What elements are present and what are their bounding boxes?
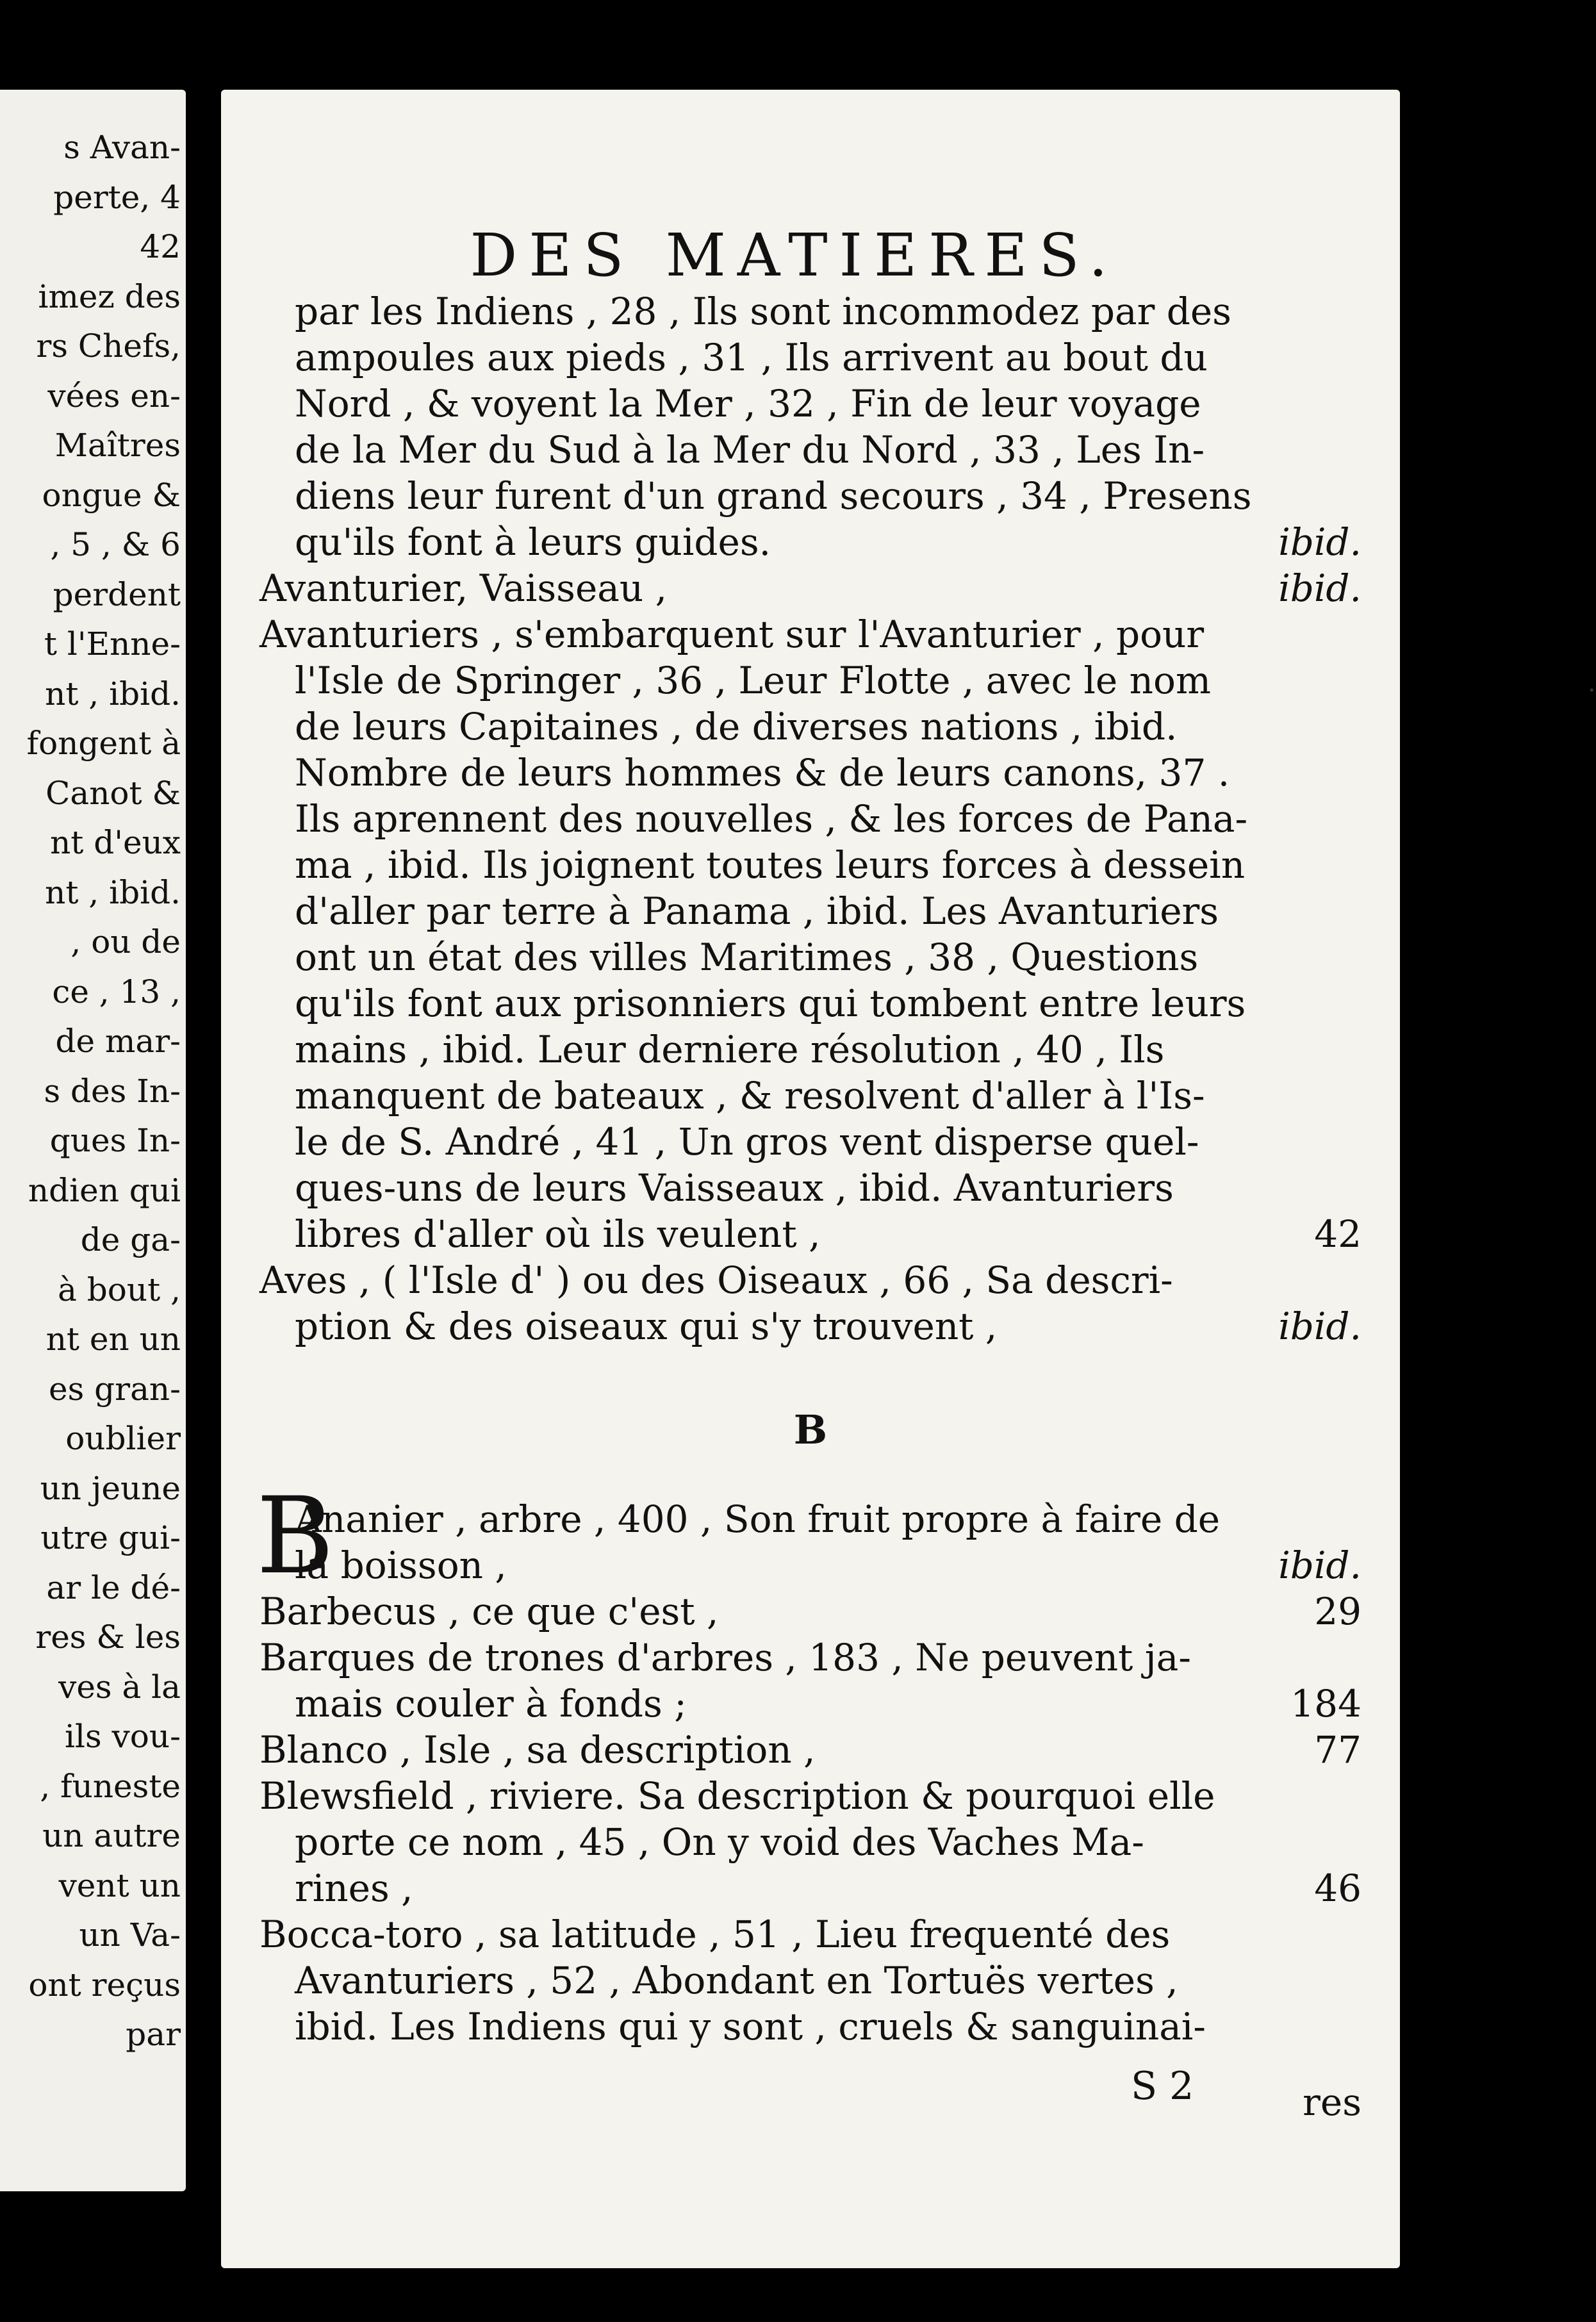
left-page-line: ques In- [49,1122,181,1159]
index-line-text: ont un état des villes Maritimes , 38 , Questions [295,935,1199,979]
left-page-line: par [126,2016,181,2053]
left-page-line: ves à la [58,1668,181,1706]
left-page-line: à bout , [58,1271,181,1308]
left-page-line: s Avan- [63,129,181,166]
index-line [221,1165,1400,1211]
index-line [221,1073,1400,1119]
index-line-text: libres d'aller où ils veulent , [295,1212,821,1256]
index-line-reference: 42 [1314,1212,1362,1256]
index-line [221,1819,1400,1865]
index-line [221,1588,1400,1634]
index-line [221,888,1400,934]
index-line-text: manquent de bateaux , & resolvent d'aller à l'Is- [295,1074,1205,1117]
left-page-line: perdent [53,575,181,613]
index-line-text: la boisson , [295,1544,507,1587]
index-line-text: Barbecus , ce que c'est , [259,1590,719,1633]
index-line-text: Ananier , arbre , 400 , Son fruit propre à faire de [295,1497,1221,1541]
left-page-line: rs Chefs, [36,327,181,365]
left-page-line: perte, 4 [53,178,181,216]
margin-mark: · [1588,676,1596,705]
index-line-text: ques-uns de leurs Vaisseaux , ibid. Avanturiers [295,1166,1174,1210]
index-line [221,473,1400,519]
index-line [221,1727,1400,1773]
index-line-text: diens leur furent d'un grand secours , 34 , Presens [295,474,1252,518]
index-line-text: de la Mer du Sud à la Mer du Nord , 33 , Les In- [295,428,1205,472]
index-line [221,1211,1400,1257]
index-line-text: Nord , & voyent la Mer , 32 , Fin de leur voyage [295,382,1201,425]
index-line [221,1773,1400,1819]
index-line-reference: 77 [1314,1728,1362,1772]
left-page-line: nt d'eux [50,824,181,861]
index-line [221,980,1400,1026]
left-page-line: oublier [65,1420,181,1457]
index-line-text: mais couler à fonds ; [295,1682,687,1725]
index-line [221,288,1400,334]
index-line [221,1957,1400,2004]
left-page-line: s des In- [44,1072,181,1110]
index-line-text: Barques de trones d'arbres , 183 , Ne peuvent ja- [259,1636,1191,1679]
left-page-line: imez des [38,277,181,315]
left-page-line: un jeune [40,1469,181,1507]
left-page-line: fongent à [26,725,181,762]
page-title: DES MATIERES. [470,221,1119,290]
index-line-text: Aves , ( l'Isle d' ) ou des Oiseaux , 66 , Sa descri- [259,1258,1173,1302]
left-page-line: ce , 13 , [52,973,181,1010]
index-line [221,704,1400,750]
index-line [221,934,1400,980]
index-line [221,1026,1400,1073]
section-letter: B [793,1406,828,1453]
index-line-reference: 29 [1314,1590,1362,1633]
index-line [221,1119,1400,1165]
index-line [221,657,1400,704]
left-page-line: de mar- [55,1023,181,1060]
left-page-line: de ga- [80,1221,181,1258]
left-page-line: ont reçus [28,1966,181,2004]
left-page-line: Maîtres [54,427,181,464]
index-line-text: ibid. Les Indiens qui y sont , cruels & sanguinai- [295,2005,1206,2048]
index-line-text: Ils aprennent des nouvelles , & les forces de Pana- [295,797,1248,841]
index-line-text: Avanturier, Vaisseau , [259,566,668,610]
index-line-text: d'aller par terre à Panama , ibid. Les Avanturiers [295,889,1219,933]
drop-cap: B [256,1474,334,1597]
index-line-text: Nombre de leurs hommes & de leurs canons, 37 . [295,751,1230,795]
index-line-text: ption & des oiseaux qui s'y trouvent , [295,1305,998,1348]
index-line [221,1542,1400,1588]
index-page [221,90,1596,2268]
left-page-line: ndien qui [28,1171,181,1209]
index-line [221,519,1400,565]
index-line-text: qu'ils font aux prisonniers qui tombent entre leurs [295,982,1246,1025]
index-line-text: Blanco , Isle , sa description , [259,1728,816,1772]
index-line-text: de leurs Capitaines , de diverses nations , ibid. [295,705,1178,748]
index-line-text: ampoules aux pieds , 31 , Ils arrivent au bout du [295,336,1208,379]
left-page-line: un Va- [79,1916,181,1954]
index-line-text: Avanturiers , s'embarquent sur l'Avanturier , pour [259,613,1205,656]
catchword: res [1303,2080,1362,2124]
index-line-text: l'Isle de Springer , 36 , Leur Flotte , avec le nom [295,659,1211,702]
index-line-text: qu'ils font à leurs guides. [295,520,771,564]
index-line [221,427,1400,473]
left-page-line: , funeste [40,1767,181,1805]
left-page-line: ar le dé- [46,1569,181,1606]
left-page-line: , 5 , & 6 [50,526,181,563]
index-line-reference: 46 [1314,1866,1362,1910]
index-line-text: Avanturiers , 52 , Abondant en Tortuës vertes , [295,1959,1178,2002]
index-line-reference: 184 [1290,1682,1362,1725]
left-page-line: es gran- [49,1370,181,1408]
left-page-line: ongue & [42,476,181,514]
index-line [221,1257,1400,1303]
index-line-text: par les Indiens , 28 , Ils sont incommodez par des [295,290,1231,333]
index-line [221,1911,1400,1957]
index-line [221,796,1400,842]
index-line-reference: ibid. [1278,1305,1362,1348]
index-line [221,842,1400,888]
left-page-line: un autre [42,1817,181,1854]
index-line [221,611,1400,657]
index-line-text: Bocca-toro , sa latitude , 51 , Lieu frequenté des [259,1913,1171,1956]
left-page-line: nt en un [45,1321,181,1358]
index-line [221,565,1400,611]
index-line-text: le de S. André , 41 , Un gros vent disperse quel- [295,1120,1199,1164]
left-page-line: vées en- [47,377,181,415]
left-page-line: , ou de [70,923,181,960]
index-line [221,1681,1400,1727]
index-line-reference: ibid. [1278,566,1362,610]
left-page-fragment [0,90,186,2191]
left-page-line: ils vou- [65,1718,181,1755]
signature-mark: S 2 [1131,2064,1194,2109]
left-page-line: utre gui- [40,1519,181,1556]
index-line [221,750,1400,796]
left-page-line: nt , ibid. [45,675,181,712]
left-page-line: t l'Enne- [44,625,181,663]
index-line-text: ma , ibid. Ils joignent toutes leurs forces à dessein [295,843,1246,887]
index-line [221,381,1400,427]
left-page-line: 42 [140,228,181,265]
index-line-reference: ibid. [1278,520,1362,564]
index-line [221,334,1400,381]
index-line-text: rines , [295,1866,413,1910]
index-line-text: mains , ibid. Leur derniere résolution , 40 , Ils [295,1028,1165,1071]
index-line [221,2004,1400,2050]
left-page-line: res & les [35,1618,181,1656]
index-line-text: porte ce nom , 45 , On y void des Vaches Ma- [295,1820,1144,1864]
index-line [221,1634,1400,1681]
index-line [221,1303,1400,1349]
index-line-text: Blewsfield , riviere. Sa description & pourquoi elle [259,1774,1215,1818]
left-page-line: vent un [58,1866,181,1904]
left-page-line: Canot & [45,774,181,812]
index-line-reference: ibid. [1278,1544,1362,1587]
index-line [221,1865,1400,1911]
index-line [221,1496,1400,1542]
left-page-line: nt , ibid. [45,873,181,911]
